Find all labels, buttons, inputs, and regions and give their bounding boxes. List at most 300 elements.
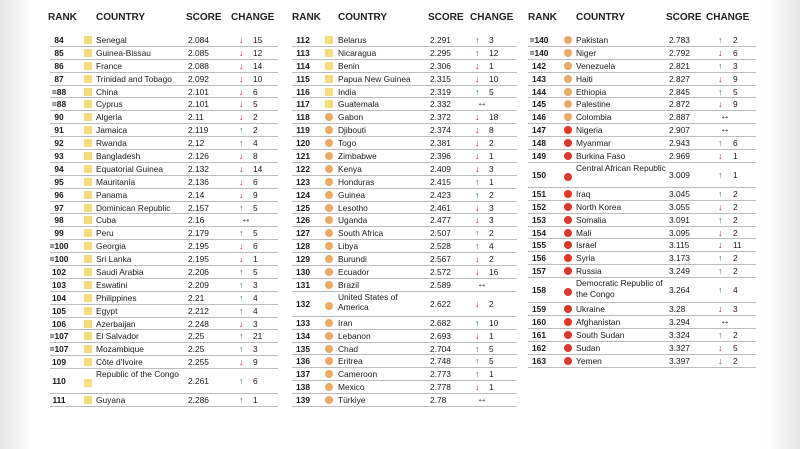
rank-cell: 131	[296, 279, 310, 290]
score-cell: 3.055	[669, 201, 690, 212]
peace-level-dot-icon	[325, 396, 333, 404]
rank-cell: 157	[532, 266, 546, 277]
table-row	[292, 394, 517, 407]
table-row	[50, 189, 278, 202]
rank-cell: 116	[296, 86, 310, 97]
score-header: SCORE	[666, 12, 702, 23]
score-cell: 2.589	[430, 279, 451, 290]
rank-cell: 98	[54, 215, 64, 226]
country-cell: Zimbabwe	[338, 151, 377, 162]
rank-cell: 159	[532, 304, 546, 315]
change-cell: 3	[253, 318, 258, 329]
change-cell: 3	[733, 60, 738, 71]
rank-cell: 87	[54, 73, 64, 84]
score-cell: 2.085	[188, 47, 209, 58]
table-row	[50, 279, 278, 292]
country-cell: Iraq	[576, 188, 591, 199]
rank-cell: =107	[49, 344, 69, 355]
score-cell: 2.319	[430, 86, 451, 97]
arrow-down-icon: ↓	[475, 112, 480, 123]
country-cell: Senegal	[96, 35, 127, 45]
score-cell: 2.415	[430, 176, 451, 187]
country-cell: Peru	[96, 228, 114, 239]
score-cell: 2.206	[188, 267, 209, 278]
country-cell: Colombia	[576, 112, 612, 123]
ranking-column-3	[528, 0, 756, 368]
score-cell: 2.119	[188, 125, 209, 136]
change-cell: 2	[489, 298, 494, 309]
table-row	[292, 98, 517, 111]
peace-level-dot-icon	[84, 379, 92, 387]
score-cell: 2.315	[430, 73, 451, 84]
score-cell: 3.397	[669, 355, 690, 366]
change-cell: 2	[733, 355, 738, 366]
rank-cell: 109	[52, 357, 66, 368]
rank-cell: =100	[49, 254, 69, 265]
peace-level-dot-icon	[84, 88, 92, 96]
change-cell: 2	[733, 266, 738, 277]
change-cell: 4	[253, 305, 258, 316]
rank-cell: 158	[532, 285, 546, 296]
change-cell: 5	[489, 343, 494, 354]
rank-header: RANK	[528, 12, 557, 23]
peace-level-dot-icon	[84, 100, 92, 108]
change-cell: 2	[253, 112, 258, 123]
change-cell: 2	[489, 228, 494, 239]
country-cell: Sri Lanka	[96, 254, 132, 265]
arrow-down-icon: ↓	[718, 304, 723, 315]
arrow-down-icon: ↓	[239, 318, 244, 329]
peace-level-dot-icon	[84, 294, 92, 302]
rank-cell: 137	[296, 369, 310, 380]
peace-level-dot-icon	[84, 178, 92, 186]
change-cell: 3	[253, 279, 258, 290]
arrow-up-icon: ↑	[718, 214, 723, 225]
change-cell: 2	[733, 188, 738, 199]
country-cell: Guatemala	[338, 99, 379, 110]
score-cell: 2.101	[188, 86, 209, 97]
score-cell: 2.887	[669, 112, 690, 123]
country-cell: Brazil	[338, 279, 359, 290]
country-cell: Rwanda	[96, 138, 127, 149]
country-cell: Djibouti	[338, 125, 366, 136]
rank-cell: =88	[51, 99, 67, 110]
arrow-down-icon: ↓	[239, 86, 244, 97]
peace-level-dot-icon	[564, 318, 572, 326]
score-cell: 2.179	[188, 228, 209, 239]
table-row	[50, 163, 278, 176]
score-cell: 2.572	[430, 267, 451, 278]
peace-level-dot-icon	[325, 242, 333, 250]
score-cell: 2.195	[188, 254, 209, 265]
arrow-up-icon: ↑	[718, 329, 723, 340]
score-cell: 2.477	[430, 215, 451, 226]
score-cell: 2.136	[188, 176, 209, 187]
country-cell: South Sudan	[576, 329, 625, 340]
table-row	[528, 329, 756, 342]
table-row	[50, 356, 278, 369]
change-cell: 6	[253, 376, 258, 387]
table-row	[528, 47, 756, 60]
peace-level-dot-icon	[325, 345, 333, 353]
peace-level-dot-icon	[325, 75, 333, 83]
arrow-down-icon: ↓	[475, 202, 480, 213]
peace-level-dot-icon	[564, 100, 572, 108]
table-row	[528, 342, 756, 355]
rank-cell: 104	[52, 292, 66, 303]
rank-cell: 118	[296, 112, 310, 123]
country-cell: Mali	[576, 227, 592, 238]
table-row	[528, 111, 756, 124]
table-row	[528, 137, 756, 150]
change-cell: 10	[253, 73, 263, 84]
table-row	[50, 150, 278, 163]
score-cell: 2.291	[430, 35, 451, 45]
change-cell: 15	[253, 35, 263, 45]
arrow-down-icon: ↓	[239, 112, 244, 123]
arrow-up-icon: ↑	[475, 356, 480, 367]
country-cell: Burundi	[338, 254, 367, 265]
rank-cell: 161	[532, 329, 546, 340]
table-row	[292, 214, 517, 227]
score-cell: 2.423	[430, 189, 451, 200]
country-cell: South Africa	[338, 228, 384, 239]
arrow-down-icon: ↓	[718, 355, 723, 366]
score-cell: 2.092	[188, 73, 209, 84]
peace-level-dot-icon	[84, 36, 92, 44]
change-cell: 4	[253, 292, 258, 303]
arrow-up-icon: ↑	[239, 267, 244, 278]
country-cell: Saudi Arabia	[96, 267, 144, 278]
arrow-up-icon: ↑	[239, 125, 244, 136]
arrow-up-icon: ↑	[718, 60, 723, 71]
table-row	[528, 227, 756, 240]
country-cell: Cuba	[96, 215, 117, 226]
table-row	[292, 279, 517, 292]
table-row	[50, 137, 278, 150]
peace-level-dot-icon	[564, 88, 572, 96]
table-row	[292, 317, 517, 330]
table-row	[50, 318, 278, 331]
change-cell: 9	[253, 357, 258, 368]
rank-cell: 91	[54, 125, 64, 136]
score-cell: 2.195	[188, 241, 209, 252]
country-cell: Myanmar	[576, 138, 611, 149]
peace-level-dot-icon	[325, 302, 333, 310]
column-header	[292, 0, 517, 34]
score-cell: 2.783	[669, 35, 690, 45]
peace-level-dot-icon	[84, 396, 92, 404]
peace-level-dot-icon	[564, 305, 572, 313]
arrow-down-icon: ↓	[475, 125, 480, 136]
change-cell: 2	[489, 254, 494, 265]
change-cell: 8	[253, 151, 258, 162]
arrow-down-icon: ↓	[475, 163, 480, 174]
peace-level-dot-icon	[84, 332, 92, 340]
rank-cell: 119	[296, 125, 310, 136]
table-row	[292, 124, 517, 137]
score-cell: 3.249	[669, 266, 690, 277]
arrow-down-icon: ↓	[718, 151, 723, 162]
change-cell: 6	[253, 86, 258, 97]
peace-level-dot-icon	[564, 62, 572, 70]
change-cell: 1	[253, 395, 258, 406]
arrow-up-icon: ↑	[239, 202, 244, 213]
rank-cell: 85	[54, 47, 64, 58]
rank-cell: 90	[54, 112, 64, 123]
arrow-down-icon: ↓	[239, 99, 244, 110]
table-row	[292, 34, 517, 47]
peace-level-dot-icon	[325, 165, 333, 173]
rank-header: RANK	[292, 12, 321, 23]
change-cell: 8	[489, 125, 494, 136]
score-cell: 2.209	[188, 279, 209, 290]
change-cell: 2	[733, 35, 738, 45]
score-cell: 2.792	[669, 47, 690, 58]
ranking-rows	[528, 34, 756, 368]
arrow-down-icon: ↓	[239, 73, 244, 84]
arrow-down-icon: ↓	[239, 60, 244, 71]
change-cell: 1	[489, 176, 494, 187]
rank-cell: 125	[296, 202, 310, 213]
change-cell: 2	[489, 189, 494, 200]
score-cell: 2.821	[669, 60, 690, 71]
peace-level-dot-icon	[564, 139, 572, 147]
change-cell: 2	[733, 329, 738, 340]
change-cell: 10	[489, 73, 499, 84]
rank-cell: 102	[52, 267, 66, 278]
change-cell: 3	[733, 304, 738, 315]
peace-level-dot-icon	[325, 191, 333, 199]
country-cell: Guinea	[338, 189, 366, 200]
rank-cell: 153	[532, 214, 546, 225]
rank-cell: 106	[52, 318, 66, 329]
rank-cell: 86	[54, 60, 64, 71]
table-row	[50, 202, 278, 215]
arrow-up-icon: ↑	[475, 241, 480, 252]
arrow-down-icon: ↓	[239, 357, 244, 368]
peace-level-dot-icon	[84, 281, 92, 289]
rank-cell: 132	[296, 298, 310, 309]
change-cell: 6	[733, 47, 738, 58]
rank-cell: 154	[532, 227, 546, 238]
peace-level-dot-icon	[564, 331, 572, 339]
table-row	[50, 60, 278, 73]
score-cell: 3.095	[669, 227, 690, 238]
arrow-down-icon: ↓	[718, 73, 723, 84]
country-cell: Palestine	[576, 99, 611, 110]
country-cell: Ecuador	[338, 267, 370, 278]
table-row	[292, 163, 517, 176]
score-cell: 2.11	[188, 112, 204, 123]
peace-level-dot-icon	[84, 216, 92, 224]
ranking-rows	[292, 34, 517, 407]
country-cell: Dominican Republic	[96, 202, 171, 213]
table-row	[292, 111, 517, 124]
arrow-up-icon: ↑	[475, 35, 480, 45]
country-cell: Jamaica	[96, 125, 128, 136]
rank-cell: 92	[54, 138, 64, 149]
table-row	[50, 124, 278, 137]
arrow-down-icon: ↓	[718, 342, 723, 353]
table-row	[292, 292, 517, 317]
change-cell: 5	[253, 228, 258, 239]
arrow-up-icon: ↑	[475, 369, 480, 380]
arrow-down-icon: ↓	[475, 151, 480, 162]
score-cell: 3.173	[669, 253, 690, 264]
change-cell: 14	[253, 163, 263, 174]
peace-level-dot-icon	[84, 242, 92, 250]
score-cell: 2.286	[188, 395, 209, 406]
country-cell: Côte d'Ivoire	[96, 357, 143, 368]
rank-cell: 142	[532, 60, 546, 71]
arrow-up-icon: ↑	[239, 292, 244, 303]
country-cell: Venezuela	[576, 60, 616, 71]
peace-level-dot-icon	[564, 203, 572, 211]
table-row	[292, 330, 517, 343]
score-cell: 2.25	[188, 331, 205, 342]
score-cell: 2.157	[188, 202, 209, 213]
score-cell: 2.827	[669, 73, 690, 84]
change-cell: 1	[253, 254, 258, 265]
country-cell: France	[96, 60, 123, 71]
rank-cell: 121	[296, 151, 310, 162]
peace-level-dot-icon	[325, 62, 333, 70]
arrow-left-right-icon: ↔	[477, 98, 487, 110]
country-cell: Mozambique	[96, 344, 144, 355]
rank-cell: 127	[296, 228, 310, 239]
score-cell: 2.212	[188, 305, 209, 316]
score-cell: 2.25	[188, 344, 205, 355]
peace-level-dot-icon	[325, 49, 333, 57]
peace-level-dot-icon	[564, 49, 572, 57]
arrow-down-icon: ↓	[475, 60, 480, 71]
score-cell: 2.778	[430, 382, 451, 393]
table-row	[528, 60, 756, 73]
table-row	[292, 73, 517, 86]
country-cell: Central African Republic	[576, 162, 666, 173]
score-cell: 2.773	[430, 369, 451, 380]
table-row	[50, 176, 278, 189]
country-header: COUNTRY	[338, 12, 388, 23]
change-cell: 10	[489, 317, 499, 328]
score-cell: 3.045	[669, 188, 690, 199]
table-row	[292, 368, 517, 381]
rank-cell: 145	[532, 99, 546, 110]
arrow-down-icon: ↓	[475, 330, 480, 341]
country-cell: Syria	[576, 253, 596, 264]
country-cell: Türkiye	[338, 395, 366, 406]
peace-level-dot-icon	[325, 152, 333, 160]
rank-cell: 133	[296, 317, 310, 328]
score-cell: 2.528	[430, 241, 451, 252]
change-cell: 1	[489, 369, 494, 380]
table-row	[50, 86, 278, 99]
change-cell: 1	[489, 382, 494, 393]
table-row	[50, 111, 278, 124]
country-cell: Ethiopia	[576, 86, 607, 97]
peace-level-dot-icon	[325, 229, 333, 237]
ranking-rows	[50, 34, 278, 407]
arrow-down-icon: ↓	[475, 215, 480, 226]
table-row	[292, 343, 517, 356]
change-cell: 3	[489, 163, 494, 174]
arrow-up-icon: ↑	[475, 47, 480, 58]
score-cell: 2.295	[430, 47, 451, 58]
rank-cell: 113	[296, 47, 310, 58]
arrow-down-icon: ↓	[475, 298, 480, 309]
score-cell: 2.396	[430, 151, 451, 162]
country-cell: Cameroon	[338, 369, 378, 380]
arrow-up-icon: ↑	[475, 86, 480, 97]
rank-cell: 146	[532, 112, 546, 123]
change-cell: 6	[733, 138, 738, 149]
arrow-up-icon: ↑	[239, 395, 244, 406]
score-cell: 3.115	[669, 240, 690, 251]
table-row	[528, 355, 756, 368]
rank-cell: =107	[49, 331, 69, 342]
country-cell: Yemen	[576, 355, 602, 366]
table-row	[528, 252, 756, 265]
score-header: SCORE	[428, 12, 464, 23]
rank-cell: 129	[296, 254, 310, 265]
score-cell: 2.12	[188, 138, 205, 149]
rank-cell: 152	[532, 201, 546, 212]
rank-cell: 151	[532, 188, 546, 199]
peace-level-dot-icon	[325, 36, 333, 44]
column-header	[528, 0, 756, 34]
change-cell: 4	[489, 241, 494, 252]
change-cell: 21	[253, 331, 263, 342]
country-cell: Gabon	[338, 112, 364, 123]
score-cell: 3.264	[669, 285, 690, 296]
country-cell: Papua New Guinea	[338, 73, 411, 84]
peace-level-dot-icon	[564, 344, 572, 352]
arrow-down-icon: ↓	[475, 254, 480, 265]
rank-cell: 114	[296, 60, 310, 71]
country-cell: Ukraine	[576, 304, 605, 315]
arrow-up-icon: ↑	[718, 35, 723, 45]
score-cell: 2.21	[188, 292, 205, 303]
score-cell: 2.682	[430, 317, 451, 328]
change-cell: 5	[733, 342, 738, 353]
table-row	[528, 201, 756, 214]
country-header: COUNTRY	[96, 12, 146, 23]
rank-cell: 155	[532, 240, 546, 251]
rank-cell: 99	[54, 228, 64, 239]
score-cell: 3.327	[669, 342, 690, 353]
table-row	[50, 34, 278, 47]
change-cell: 2	[489, 138, 494, 149]
table-row	[50, 214, 278, 227]
table-row	[292, 137, 517, 150]
arrow-down-icon: ↓	[239, 35, 244, 45]
arrow-up-icon: ↑	[475, 343, 480, 354]
change-cell: 9	[253, 189, 258, 200]
change-cell: 6	[253, 176, 258, 187]
table-row	[528, 316, 756, 329]
score-cell: 2.381	[430, 138, 451, 149]
rank-cell: =88	[51, 86, 67, 97]
table-row	[292, 60, 517, 73]
country-cell: Equatorial Guinea	[96, 163, 164, 174]
change-cell: 6	[253, 241, 258, 252]
arrow-down-icon: ↓	[239, 241, 244, 252]
score-cell: 2.374	[430, 125, 451, 136]
change-cell: 1	[489, 151, 494, 162]
rank-cell: 162	[532, 342, 546, 353]
country-cell: Eswatini	[96, 279, 128, 290]
